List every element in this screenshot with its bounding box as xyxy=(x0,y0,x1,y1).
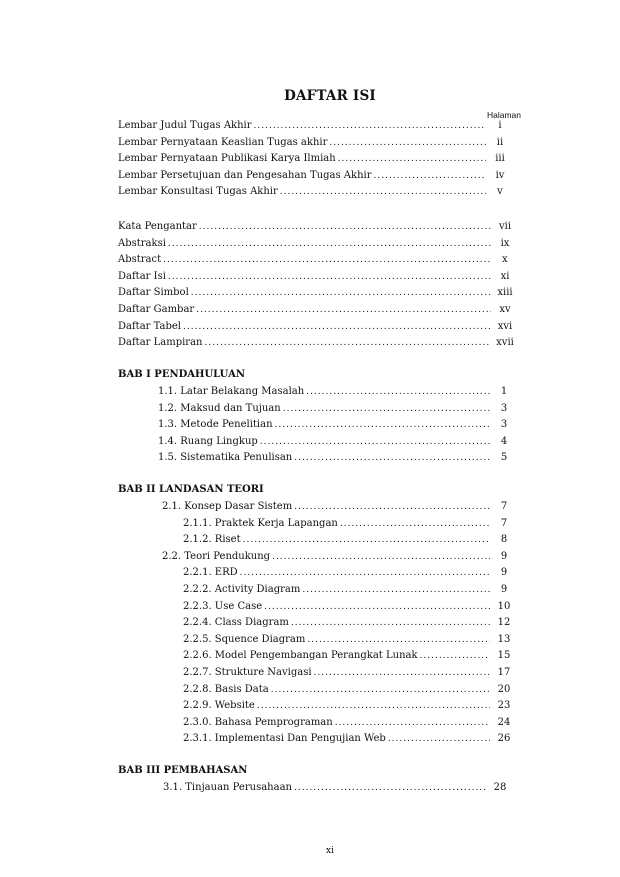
toc-dot-leader xyxy=(257,698,490,714)
toc-entry-label: 2.1. Konsep Dasar Sistem xyxy=(162,501,293,512)
toc-entry-label: 1.4. Ruang Lingkup xyxy=(158,435,258,447)
toc-entry xyxy=(158,384,516,400)
toc-entry xyxy=(158,450,516,466)
toc-entry xyxy=(118,269,517,285)
toc-entry xyxy=(118,252,517,268)
toc-dot-leader xyxy=(314,665,490,681)
page-title: DAFTAR ISI xyxy=(284,88,376,104)
toc-entry xyxy=(118,219,517,235)
toc-entry-label: Kata Pengantar xyxy=(118,221,197,232)
toc-dot-leader xyxy=(199,219,491,235)
toc-entry xyxy=(183,698,516,714)
toc-entry-page: 9 xyxy=(500,567,508,579)
toc-entry-label: Lembar Pernyataan Keaslian Tugas akhir xyxy=(118,136,328,148)
chapter-heading-bab-3: BAB III PEMBAHASAN xyxy=(118,765,248,776)
toc-dot-leader xyxy=(254,118,486,134)
toc-dot-leader xyxy=(340,516,490,532)
toc-entry-page: xiii xyxy=(497,287,513,299)
toc-entry-label: 2.1.1. Praktek Kerja Lapangan xyxy=(183,517,338,529)
toc-entry-label: 1.1. Latar Belakang Masalah xyxy=(158,386,305,397)
toc-dot-leader xyxy=(283,401,490,417)
toc-entry xyxy=(183,599,516,615)
toc-entry xyxy=(183,565,516,581)
toc-entry-page: 23 xyxy=(497,700,511,712)
page-number-footer: xi xyxy=(326,846,334,856)
toc-dot-leader xyxy=(280,184,486,200)
toc-entry-page: 7 xyxy=(500,501,508,512)
toc-dot-leader xyxy=(420,648,490,664)
toc-dot-leader xyxy=(163,252,491,268)
toc-entry-label: 1.3. Metode Penelitian xyxy=(158,419,273,431)
toc-dot-leader xyxy=(335,715,490,731)
toc-entry-page: ii xyxy=(496,136,504,148)
toc-entry-label: Daftar Simbol xyxy=(118,287,189,299)
toc-entry-label: 2.2.7. Strukture Navigasi xyxy=(183,667,312,678)
toc-dot-leader xyxy=(271,682,490,698)
toc-entry-page: 20 xyxy=(497,683,511,695)
toc-entry-page: 9 xyxy=(500,550,508,562)
toc-dot-leader xyxy=(168,269,491,285)
toc-entry-page: 7 xyxy=(500,517,508,529)
toc-entry-page: 24 xyxy=(497,716,511,728)
toc-entry xyxy=(118,236,517,252)
toc-dot-leader xyxy=(329,135,486,151)
toc-entry-page: xi xyxy=(500,270,510,282)
toc-entry-label: Daftar Tabel xyxy=(118,320,181,332)
toc-entry xyxy=(118,168,512,184)
toc-entry-page: 1 xyxy=(500,386,508,397)
toc-entry xyxy=(183,648,516,664)
toc-dot-leader xyxy=(388,731,490,747)
toc-entry-label: Abstract xyxy=(118,254,162,266)
toc-entry-label: 2.2.5. Squence Diagram xyxy=(183,633,306,645)
toc-entry-label: Daftar Isi xyxy=(118,270,166,282)
toc-entry xyxy=(118,118,512,134)
toc-dot-leader xyxy=(196,302,491,318)
toc-entry-page: v xyxy=(497,186,503,198)
toc-entry-label: 1.5. Sistematika Penulisan xyxy=(158,452,293,464)
toc-dot-leader xyxy=(307,632,490,648)
toc-entry-label: Lembar Persetujuan dan Pengesahan Tugas Akhir xyxy=(118,169,372,181)
toc-entry xyxy=(118,302,517,318)
toc-dot-leader xyxy=(240,565,490,581)
toc-entry-label: 2.2.4. Class Diagram xyxy=(183,617,289,629)
chapter-heading-bab-1: BAB I PENDAHULUAN xyxy=(118,369,245,380)
toc-dot-leader xyxy=(306,384,490,400)
toc-entry xyxy=(118,285,517,301)
toc-dot-leader xyxy=(275,417,490,433)
toc-entry-page: 13 xyxy=(497,633,511,645)
toc-entry-page: i xyxy=(498,120,502,131)
toc-entry-label: 2.1.2. Riset xyxy=(183,534,241,546)
toc-dot-leader xyxy=(338,151,486,167)
toc-dot-leader xyxy=(294,780,486,796)
toc-entry xyxy=(118,135,512,151)
halaman-column-label: Halaman xyxy=(487,110,522,120)
toc-entry-label: 2.3.1. Implementasi Dan Pengujian Web xyxy=(183,733,386,745)
toc-entry-page: 9 xyxy=(500,584,508,595)
toc-entry xyxy=(163,780,512,796)
toc-entry xyxy=(118,335,517,351)
toc-entry-page: xvii xyxy=(496,337,514,349)
toc-entry xyxy=(118,319,517,335)
toc-entry xyxy=(183,731,516,747)
toc-entry-page: 8 xyxy=(500,534,508,546)
toc-entry-page: x xyxy=(502,254,508,266)
toc-entry-page: vii xyxy=(498,221,512,232)
toc-entry xyxy=(158,401,516,417)
toc-entry-page: 17 xyxy=(497,667,511,678)
toc-entry xyxy=(118,184,512,200)
toc-entry xyxy=(183,632,516,648)
toc-entry-label: 2.2.8. Basis Data xyxy=(183,683,269,695)
toc-dot-leader xyxy=(243,532,490,548)
toc-entry-label: 3.1. Tinjauan Perusahaan xyxy=(163,782,292,793)
toc-entry xyxy=(183,682,516,698)
toc-entry-label: 2.2.6. Model Pengembangan Perangkat Lunak xyxy=(183,650,418,662)
toc-entry-page: 10 xyxy=(497,600,511,612)
toc-dot-leader xyxy=(168,236,491,252)
toc-dot-leader xyxy=(272,549,490,565)
toc-entry-label: 2.2.9. Website xyxy=(183,700,255,712)
toc-entry-page: ix xyxy=(500,237,510,249)
toc-dot-leader xyxy=(183,319,491,335)
toc-entry xyxy=(158,434,516,450)
toc-entry xyxy=(162,499,516,515)
toc-entry xyxy=(183,516,516,532)
toc-entry-page: 15 xyxy=(497,650,511,662)
toc-entry-page: 12 xyxy=(497,617,511,629)
toc-entry xyxy=(162,549,516,565)
toc-dot-leader xyxy=(294,450,490,466)
toc-entry-label: 2.2.1. ERD xyxy=(183,567,238,579)
toc-entry-page: xv xyxy=(499,304,511,315)
toc-dot-leader xyxy=(294,499,490,515)
toc-entry-label: Daftar Gambar xyxy=(118,304,195,315)
toc-entry-page: 3 xyxy=(500,402,508,414)
toc-entry xyxy=(183,532,516,548)
toc-entry-label: 2.2. Teori Pendukung xyxy=(162,550,271,562)
toc-dot-leader xyxy=(374,168,486,184)
toc-entry-label: Abstraksi xyxy=(118,237,166,249)
toc-entry xyxy=(183,665,516,681)
toc-entry xyxy=(183,715,516,731)
toc-entry-page: iii xyxy=(495,153,505,165)
toc-dot-leader xyxy=(264,599,490,615)
toc-entry-label: 2.2.3. Use Case xyxy=(183,600,263,612)
toc-entry-label: Lembar Pernyataan Publikasi Karya Ilmiah xyxy=(118,153,336,165)
toc-entry xyxy=(118,151,512,167)
toc-entry-page: 26 xyxy=(497,733,511,745)
toc-entry-page: 5 xyxy=(500,452,508,464)
toc-entry-page: 3 xyxy=(500,419,508,431)
toc-entry-label: 2.3.0. Bahasa Pemprograman xyxy=(183,716,333,728)
toc-entry-label: Lembar Judul Tugas Akhir xyxy=(118,120,252,131)
toc-entry-page: xvi xyxy=(497,320,513,332)
toc-entry-label: 2.2.2. Activity Diagram xyxy=(183,584,301,595)
toc-entry xyxy=(183,582,516,598)
toc-dot-leader xyxy=(291,615,490,631)
toc-entry-label: Daftar Lampiran xyxy=(118,337,203,349)
toc-entry-page: iv xyxy=(495,169,505,181)
chapter-heading-bab-2: BAB II LANDASAN TEORI xyxy=(118,484,264,495)
toc-dot-leader xyxy=(191,285,491,301)
toc-entry-label: Lembar Konsultasi Tugas Akhir xyxy=(118,186,278,198)
toc-entry-label: 1.2. Maksud dan Tujuan xyxy=(158,402,281,414)
toc-entry-page: 4 xyxy=(500,435,508,447)
toc-dot-leader xyxy=(260,434,490,450)
toc-entry-page: 28 xyxy=(493,782,507,793)
toc-entry xyxy=(158,417,516,433)
toc-dot-leader xyxy=(205,335,492,351)
toc-entry xyxy=(183,615,516,631)
toc-dot-leader xyxy=(302,582,490,598)
